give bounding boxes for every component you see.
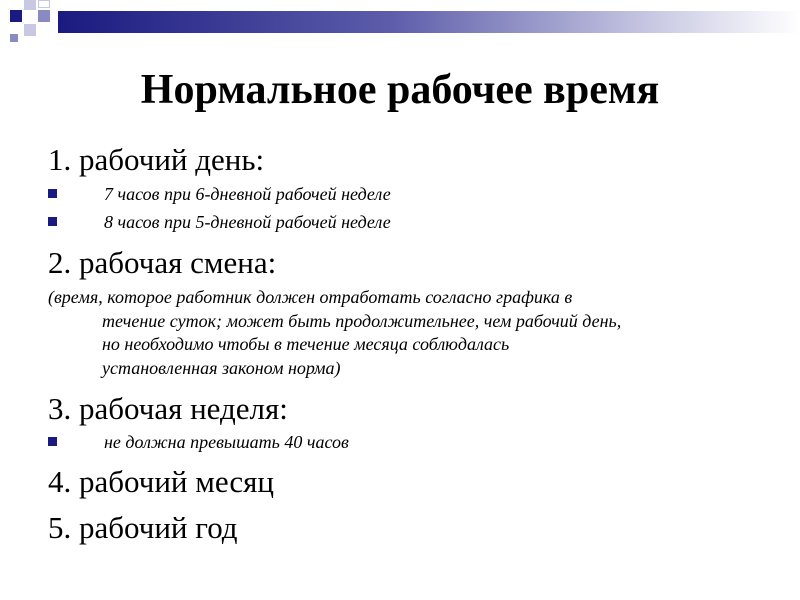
square-bullet-icon [48,437,57,446]
bullet-text: 7 часов при 6-дневной рабочей неделе [104,184,391,204]
section-heading-working-day: 1. рабочий день: [48,142,265,177]
square-bullet-icon [48,189,57,198]
section-heading-week: 3. рабочая неделя: [48,391,288,426]
section-heading-shift: 2. рабочая смена: [48,245,277,280]
bullet-text: 8 часов при 5-дневной рабочей неделе [104,212,391,232]
note-line: установленная законом норма) [102,357,341,378]
section-heading-month: 4. рабочий месяц [48,464,275,499]
shift-note [48,286,768,380]
note-line: (время, которое работник должен отработать согласно графика в [48,287,573,307]
section-heading-year: 5. рабочий год [48,510,238,545]
bullet-text: не должна превышать 40 часов [104,432,349,452]
square-bullet-icon [48,217,57,226]
slide-title: Нормальное рабочее время [140,67,660,113]
note-line: но необходимо чтобы в течение месяца соблюдалась [102,334,510,354]
note-line: течение суток; может быть продолжительнее, чем рабочий день, [102,310,622,331]
